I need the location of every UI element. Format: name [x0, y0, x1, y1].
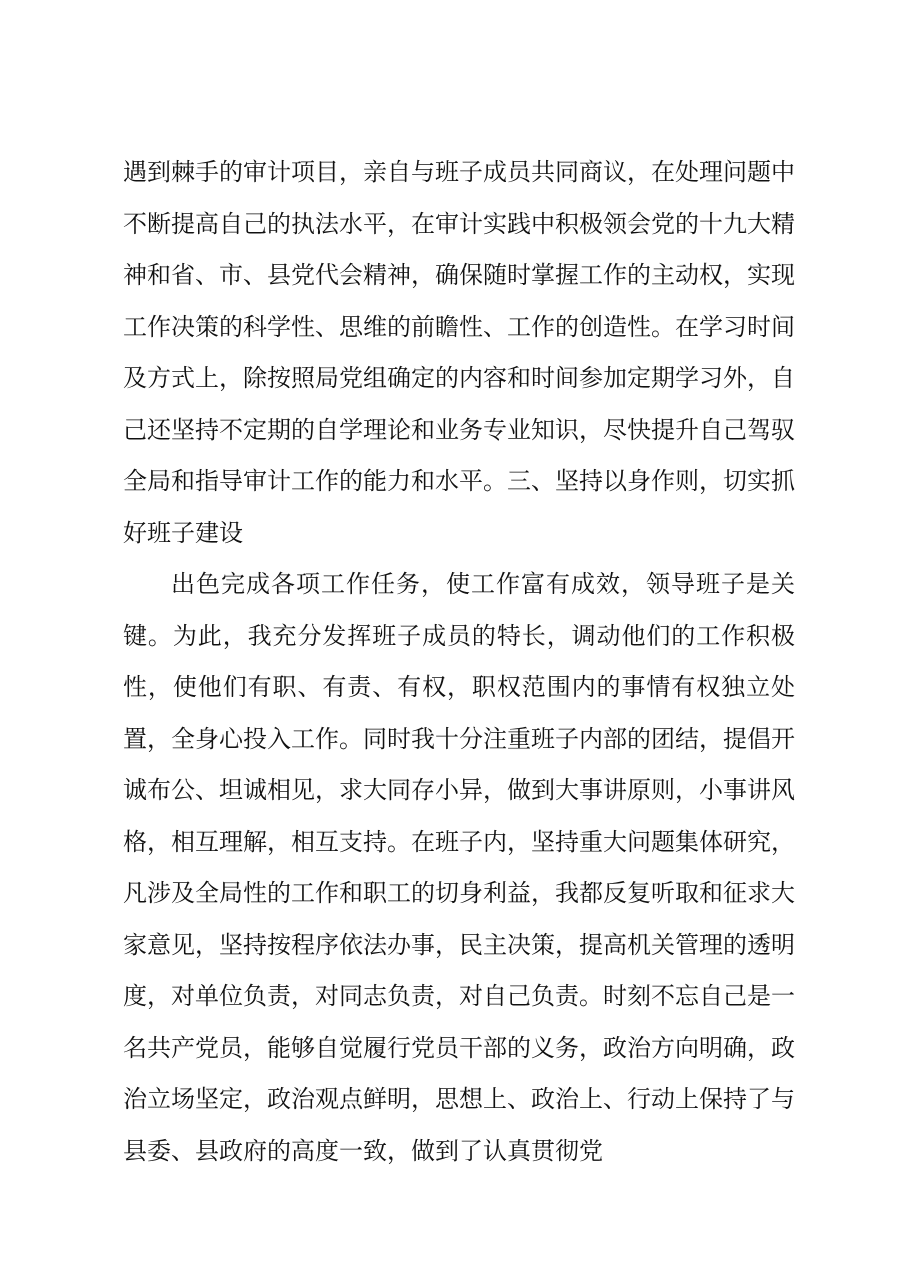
paragraph-leadership: 出色完成各项工作任务，使工作富有成效，领导班子是关键。为此，我充分发挥班子成员的特长，调动他们的工作积极性，使他们有职、有责、有权，职权范围内的事情有权独立处置，全身心投入工作。同时我十分注重班子内部的团结，提倡开诚布公、坦诚相见，求大同存小异，做到大事讲原则，小事讲风格，相互理解，相互支持。在班子内，坚持重大问题集体研究，凡涉及全局性的工作和职工的切身利益，我都反复听取和征求大家意见，坚持按程序依法办事，民主决策，提高机关管理的透明度，对单位负责，对同志负责，对自己负责。时刻不忘自己是一名共产党员，能够自觉履行党员干部的义务，政治方向明确，政治立场坚定，政治观点鲜明，思想上、政治上、行动上保持了与县委、县政府的高度一致，做到了认真贯彻党 — [123, 570, 795, 1165]
document-body — [123, 147, 795, 1177]
paragraph-continuation: 遇到棘手的审计项目，亲自与班子成员共同商议，在处理问题中不断提高自己的执法水平，在审计实践中积极领会党的十九大精神和省、市、县党代会精神，确保随时掌握工作的主动权，实现工作决策的科学性、思维的前瞻性、工作的创造性。在学习时间及方式上，除按照局党组确定的内容和时间参加定期学习外，自己还坚持不定期的自学理论和业务专业知识，尽快提升自己驾驭全局和指导审计工作的能力和水平。三、坚持以身作则，切实抓好班子建设 — [123, 158, 795, 547]
